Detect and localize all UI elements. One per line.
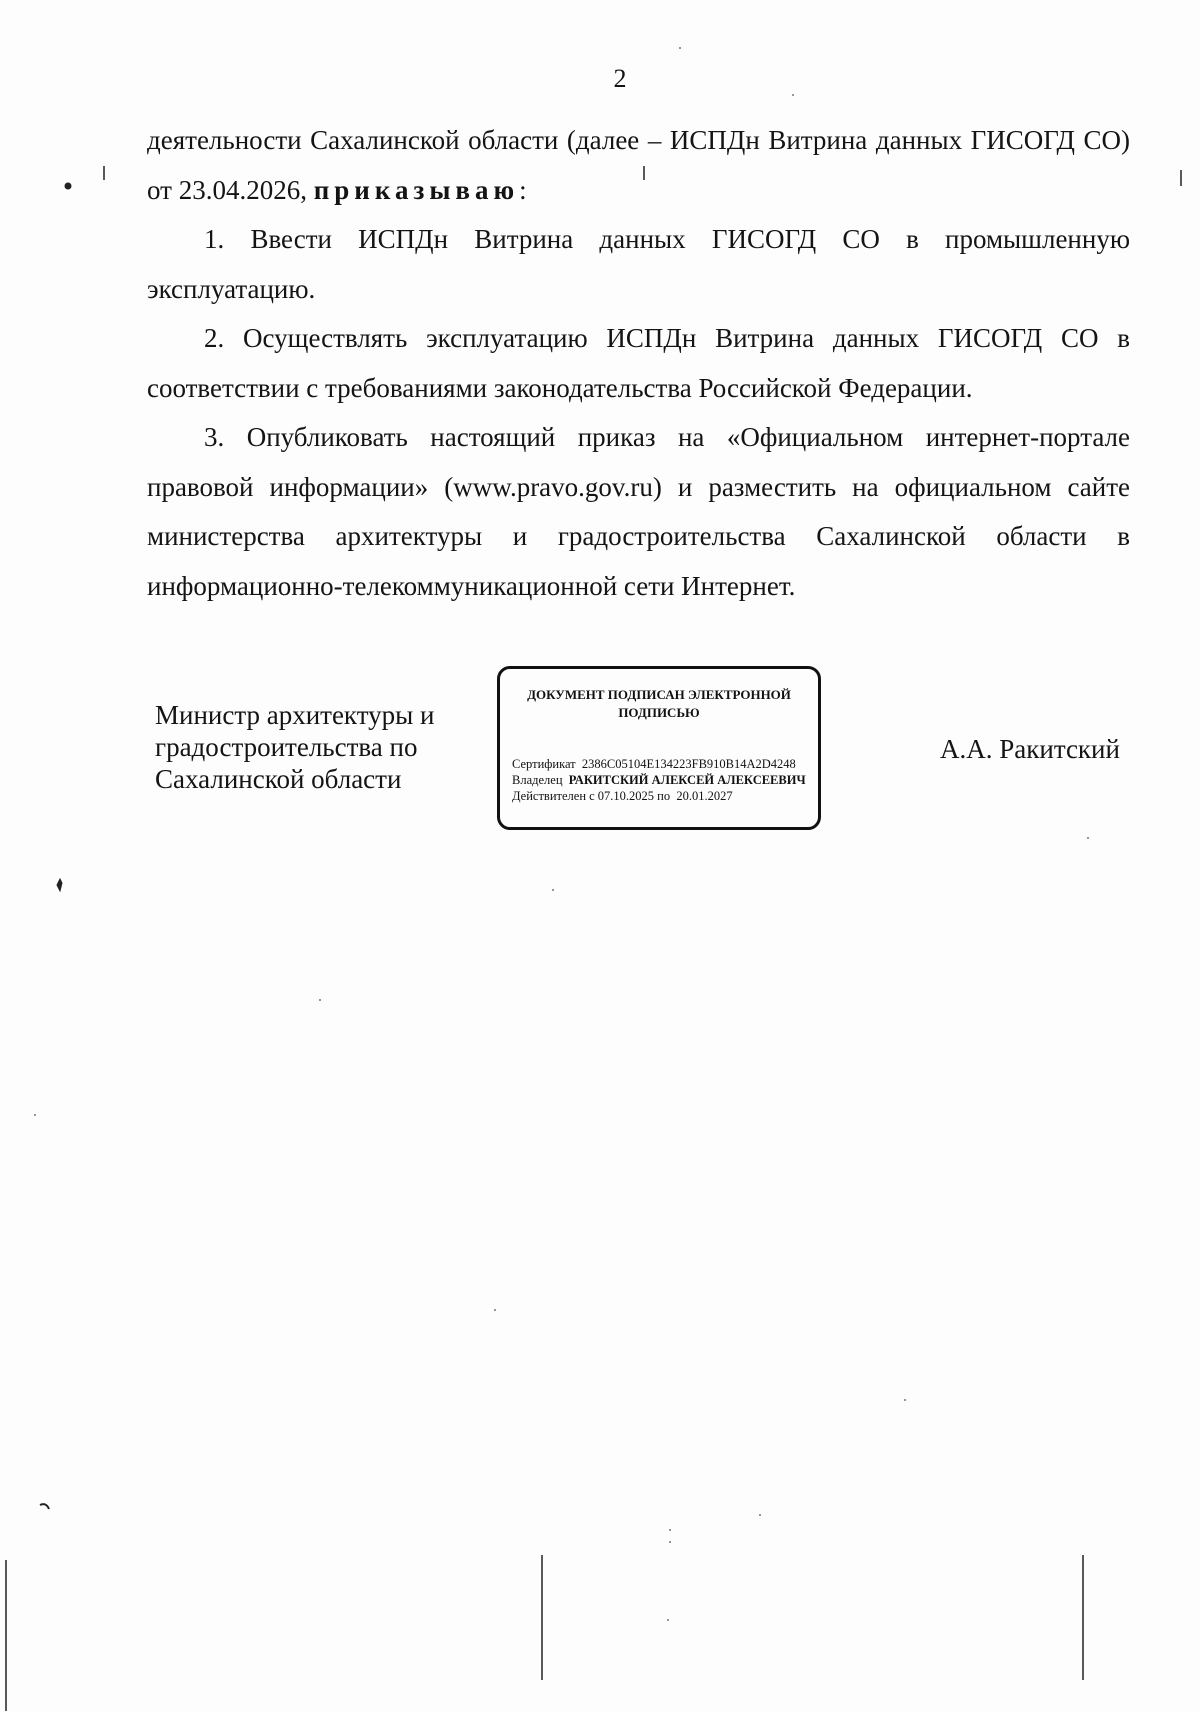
item-2-text: 2. Осуществлять эксплуатацию ИСПДн Витрина данных ГИСОГД СО в соответствии с требованиями законодательства Российской Федерации. — [147, 323, 1130, 403]
signer-name: А.А. Ракитский — [940, 734, 1120, 764]
stamp-title: ДОКУМЕНТ ПОДПИСАН ЭЛЕКТРОННОЙ ПОДПИСЬЮ — [527, 687, 791, 720]
scan-dot — [319, 999, 321, 1001]
stamp-owner-value: РАКИТСКИЙ АЛЕКСЕЙ АЛЕКСЕЕВИЧ — [568, 773, 806, 787]
scan-dot — [552, 889, 554, 891]
signer-position: Министр архитектуры и градостроительства по Сахалинской области — [155, 700, 435, 794]
preamble-colon: : — [519, 174, 527, 205]
scan-dot — [669, 1541, 671, 1543]
stamp-certificate-value: 2386C05104E134223FB910B14A2D4248 — [581, 757, 796, 771]
scan-speck — [65, 183, 71, 189]
scan-speck — [40, 1504, 49, 1509]
scan-dot — [494, 1309, 496, 1311]
scan-dot — [904, 1399, 906, 1401]
scan-dot — [792, 94, 794, 96]
stamp-certificate-label: Сертификат — [512, 757, 576, 771]
page-number: 2 — [613, 64, 627, 93]
scan-dot — [34, 1114, 36, 1116]
item-1-text: 1. Ввести ИСПДн Витрина данных ГИСОГД СО в промышленную эксплуатацию. — [147, 224, 1130, 304]
stamp-validity-value: 20.01.2027 — [676, 789, 733, 803]
scan-dot — [759, 1514, 761, 1516]
order-keyword: приказываю — [313, 174, 520, 205]
scan-speck — [57, 879, 62, 891]
stamp-owner-label: Владелец — [512, 773, 563, 787]
scan-dot — [667, 1619, 669, 1621]
item-3-text: 3. Опубликовать настоящий приказ на «Официальном интернет-портале правовой информации» (www.pravo.gov.ru) и разместить на официальном сайте министерства архитектуры и градостроительства Сахалинской области в информационно-телекоммуникационной сети Интернет. — [147, 422, 1130, 601]
scan-dot — [669, 1529, 671, 1531]
preamble-text: деятельности Сахалинской области (далее – ИСПДн Витрина данных ГИСОГД СО) от 23.04.2026, — [147, 125, 1130, 205]
stamp-validity-label: Действителен с 07.10.2025 по — [512, 789, 671, 803]
scan-dot — [1087, 837, 1089, 839]
scan-dot — [679, 47, 681, 49]
